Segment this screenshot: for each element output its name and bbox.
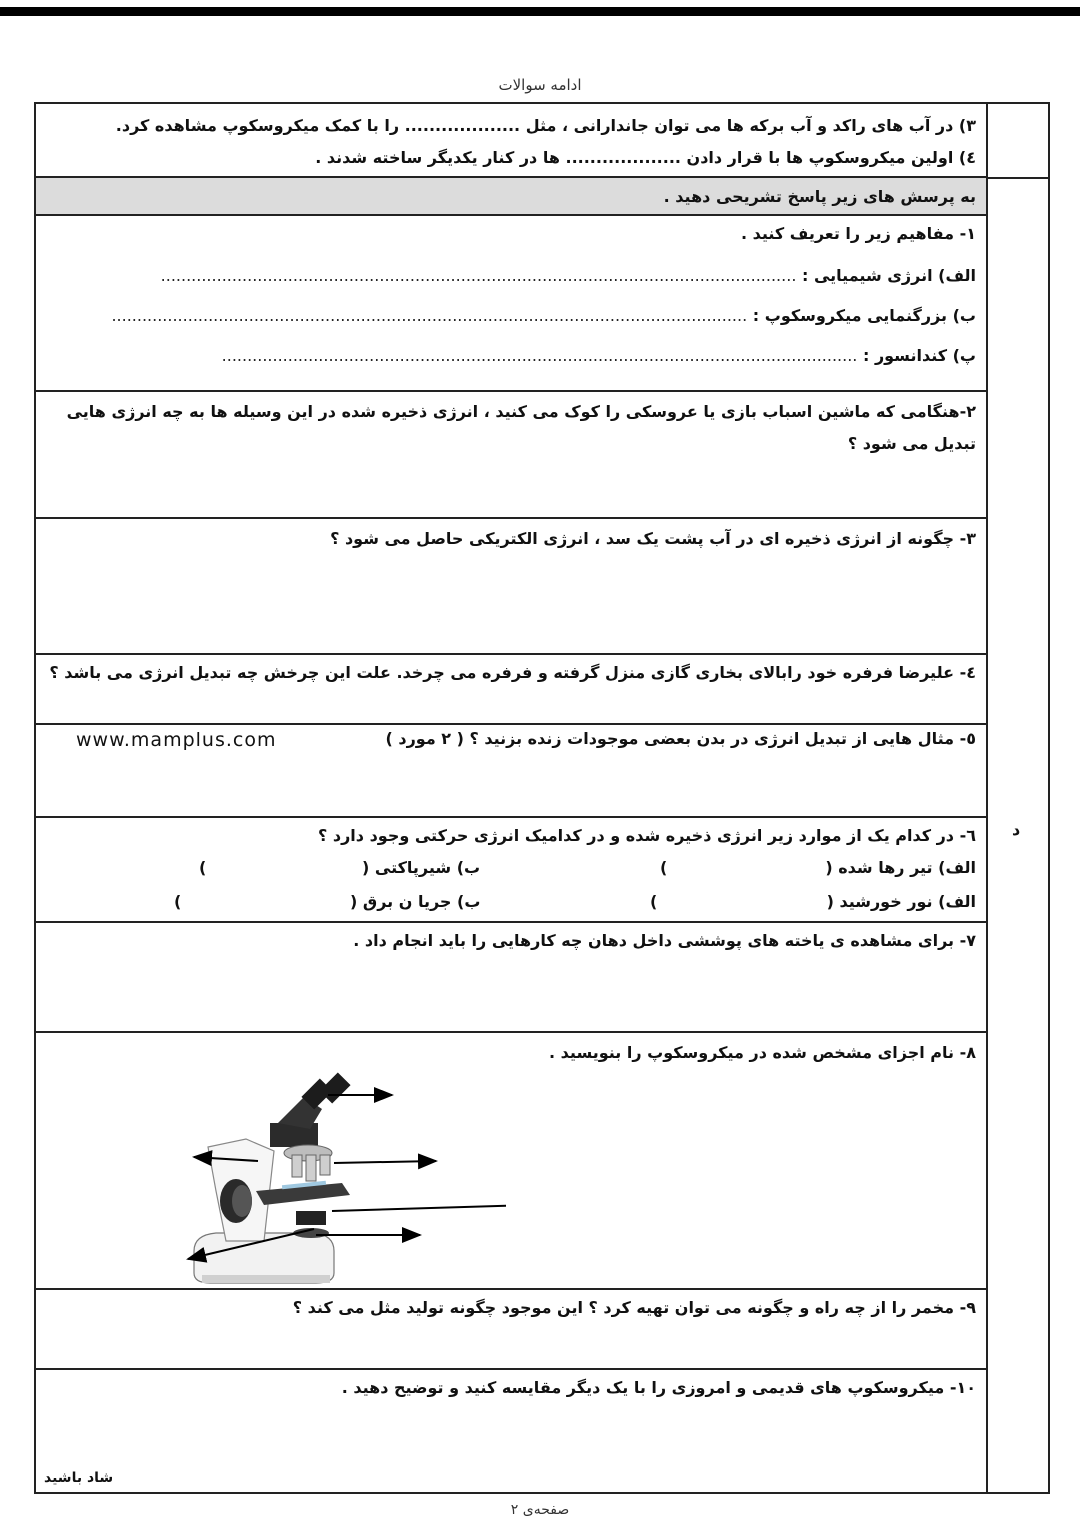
- question-6-option-4: ب) جریا ن برق (: [350, 892, 481, 911]
- question-8-row: [36, 1033, 986, 1290]
- question-1b: [111, 306, 976, 325]
- fill-blank-q3: ۳) در آب های راکد و آب برکه ها می توان جاندارانی ، مثل ................... را با کمک میکروسکوپ مشاهده کرد.: [115, 116, 976, 135]
- question-8-text: ۸- نام اجزای مشخص شده در میکروسکوپ را بنویسید .: [549, 1043, 976, 1062]
- closing-signature: شاد باشید: [44, 1470, 114, 1486]
- question-9-row: [36, 1290, 986, 1370]
- fill-blank-q4: ٤) اولین میکروسکوپ ها با قرار دادن ................... ها در کنار یکدیگر ساخته شدند .: [315, 148, 976, 167]
- section-title: به پرسش های زیر پاسخ تشریحی دهید .: [663, 187, 976, 206]
- question-1-row: [36, 216, 986, 392]
- score-column-notch: [988, 177, 1050, 179]
- question-6-title: ٦- در کدام یک از موارد زیر انرژی ذخیره شده و در کدامیک انرژی حرکتی وجود دارد ؟: [318, 826, 976, 845]
- question-10-row: [36, 1370, 986, 1492]
- section-title-row: [36, 178, 986, 216]
- question-5-row: [36, 725, 986, 818]
- answer-dots: .............................................................................................................................: [111, 306, 748, 325]
- question-6-option-3: الف) نور خورشید (: [826, 892, 976, 911]
- question-1-title: ۱- مفاهیم زیر را تعریف کنید .: [740, 224, 976, 243]
- question-1c-label: پ) کندانسور :: [862, 346, 976, 365]
- question-7-text: ۷- برای مشاهده ی یاخته های پوششی داخل دهان چه کارهایی را باید انجام داد .: [353, 931, 976, 950]
- top-border-bar: [0, 7, 1080, 16]
- question-7-row: [36, 923, 986, 1033]
- question-5-text: ٥- مثال هایی از تبدیل انرژی در بدن بعضی موجودات زنده بزنید ؟ ( ۲ مورد ): [385, 729, 976, 748]
- question-6-close-4: ): [174, 892, 182, 911]
- question-3-text: ۳- چگونه از انرژی ذخیره ای در آب پشت یک سد ، انرژی الکتریکی حاصل می شود ؟: [330, 529, 976, 548]
- watermark-url: www.mamplus.com: [76, 729, 277, 751]
- question-4-text: ٤- علیرضا فرفره خود رابالای بخاری گازی منزل گرفته و فرفره می چرخد. علت این چرخش چه تبدیل انرژی می باشد ؟: [49, 663, 976, 682]
- question-9-text: ۹- مخمر را از چه راه و چگونه می توان تهیه کرد ؟ این موجود چگونه تولید مثل می کند ؟: [292, 1298, 976, 1317]
- question-2-line1: ۲-هنگامی که ماشین اسباب بازی یا عروسکی را کوک می کنید ، انرژی ذخیره شده در این وسیله ها به چه انرژی هایی: [66, 402, 976, 421]
- question-3-row: [36, 519, 986, 655]
- question-6-option-2: ب) شیرپاکتی (: [362, 858, 481, 877]
- question-1a-label: الف) انرژی شیمیایی :: [801, 266, 976, 285]
- question-6-close-2: ): [199, 858, 207, 877]
- question-10-text: ۱۰- میکروسکوپ های قدیمی و امروزی را با یک دیگر مقایسه کنید و توضیح دهید .: [341, 1378, 976, 1397]
- answer-dots: .............................................................................................................................: [221, 346, 858, 365]
- question-1b-label: ب) بزرگنمایی میکروسکوپ :: [752, 306, 976, 325]
- question-table: [34, 102, 1050, 1494]
- question-2-row: [36, 392, 986, 519]
- page-footer: صفحه‌ی ۲: [510, 1502, 570, 1518]
- question-6-close-3: ): [650, 892, 658, 911]
- score-column-divider: [986, 104, 988, 1492]
- question-6-option-1: الف) تیر رها شده (: [825, 858, 976, 877]
- microscope-illustration: [146, 1051, 506, 1286]
- question-6-close-1: ): [660, 858, 668, 877]
- fill-blank-row: [36, 104, 986, 178]
- question-4-row: [36, 655, 986, 725]
- answer-dots: .............................................................................................................................: [160, 266, 797, 285]
- question-1c: [222, 346, 976, 365]
- grade-label: د: [1012, 820, 1021, 839]
- question-1a: [161, 266, 976, 285]
- page-header: ادامه سوالات: [498, 76, 582, 94]
- question-6-row: [36, 818, 986, 923]
- question-2-line2: تبدیل می شود ؟: [847, 434, 976, 453]
